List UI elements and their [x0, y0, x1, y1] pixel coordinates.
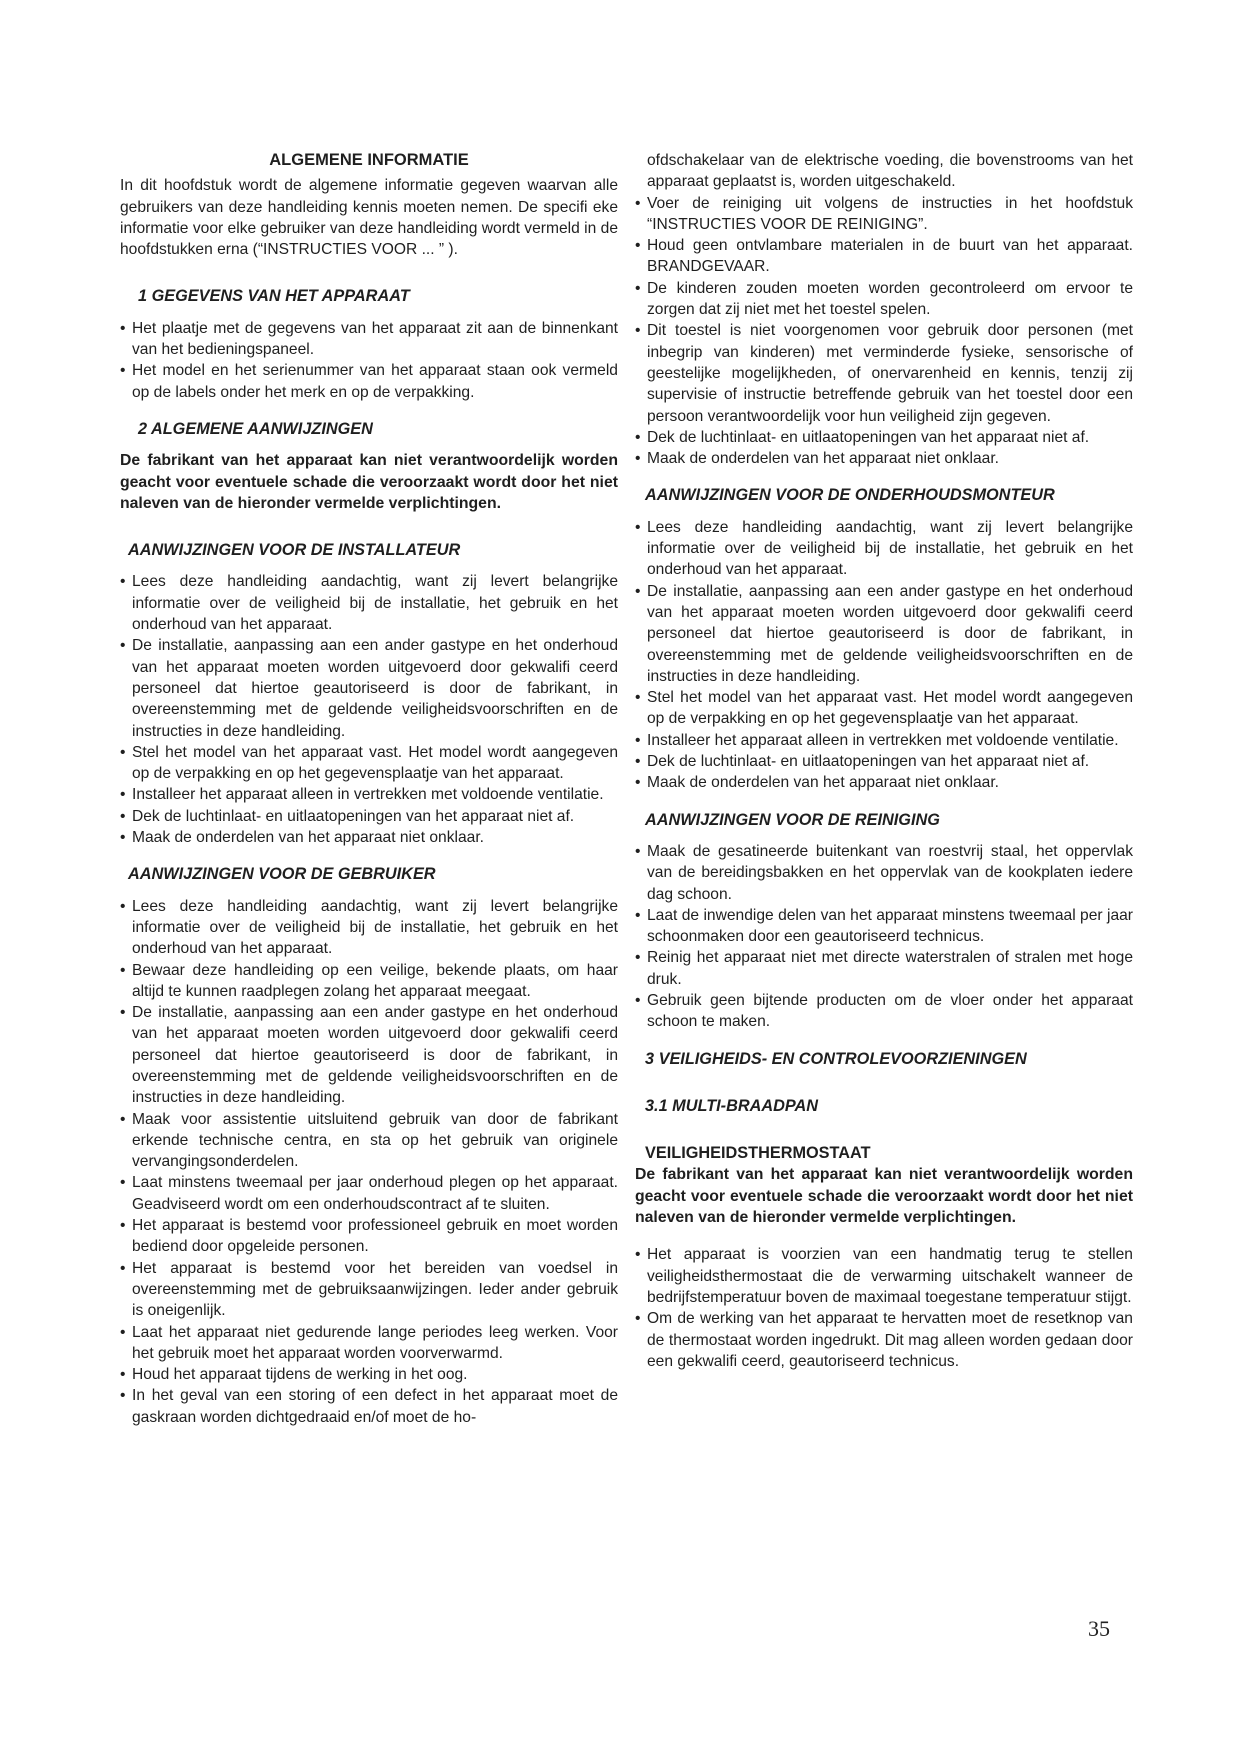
installer-list	[120, 571, 618, 848]
list-item: • Lees deze handleiding aandachtig, want zij levert belangrijke informatie over de veiligheid bij de installatie, het gebruik en het onderhoud van het apparaat.	[635, 517, 1133, 581]
list-item: • Lees deze handleiding aandachtig, want zij levert belangrijke informatie over de veiligheid bij de installatie, het gebruik en het onderhoud van het apparaat.	[120, 571, 618, 635]
general-info-title: ALGEMENE INFORMATIE	[269, 151, 469, 169]
cleaning-title: AANWIJZINGEN VOOR DE REINIGING	[645, 810, 940, 829]
list-item: • Laat het apparaat niet gedurende lange periodes leeg werken. Voor het gebruik moet het apparaat worden voorverwarmd.	[120, 1322, 618, 1365]
list-item: • De kinderen zouden moeten worden gecontroleerd om ervoor te zorgen dat zij niet met het toestel spelen.	[635, 278, 1133, 321]
list-item: • Voer de reiniging uit volgens de instructies in het hoofdstuk “INSTRUCTIES VOOR DE REINIGING”.	[635, 193, 1133, 236]
thermostat-warning: De fabrikant van het apparaat kan niet verantwoordelijk worden geacht voor eventuele schade die veroorzaakt wordt door het niet naleven van de hieronder vermelde verplichtingen.	[635, 1166, 1133, 1227]
user-list-continued	[635, 150, 1133, 469]
maintenance-list	[635, 517, 1133, 794]
section-3-1-title: 3.1 MULTI-BRAADPAN	[645, 1096, 819, 1115]
list-item: • Maak de gesatineerde buitenkant van roestvrij staal, het oppervlak van de bereidingsbakken en het oppervlak van de kookplaten iedere dag schoon.	[635, 841, 1133, 905]
section-1-list	[120, 318, 618, 403]
list-item: • Het apparaat is bestemd voor professioneel gebruik en moet worden bediend door opgeleide personen.	[120, 1215, 618, 1258]
section-1-title: 1 GEGEVENS VAN HET APPARAAT	[138, 287, 410, 306]
list-item: • De installatie, aanpassing aan een ander gastype en het onderhoud van het apparaat moeten worden uitgevoerd door gekwalifi ceerd personeel dat hiertoe geautoriseerd is door de fabrikant, in overeenstemming met de geldende veiligheidsvoorschriften en de instructies in deze handleiding.	[120, 1002, 618, 1108]
left-column	[120, 150, 618, 1428]
list-item: • Installeer het apparaat alleen in vertrekken met voldoende ventilatie.	[120, 784, 618, 805]
page-number: 35	[1088, 1616, 1110, 1641]
right-column	[635, 150, 1133, 1372]
list-item: • Dit toestel is niet voorgenomen voor gebruik door personen (met inbegrip van kinderen) met verminderde fysieke, sensorische of geestelijke mogelijkheden, of onervarenheid en kennis, tenzij zij supervisie of instructie betreffende gebruik van het toestel door een persoon verantwoordelijk voor hun veiligheid zijn gegeven.	[635, 320, 1133, 426]
user-title: AANWIJZINGEN VOOR DE GEBRUIKER	[128, 865, 436, 884]
list-item: • Dek de luchtinlaat- en uitlaatopeningen van het apparaat niet af.	[635, 751, 1133, 772]
list-item: • Gebruik geen bijtende producten om de vloer onder het apparaat schoon te maken.	[635, 990, 1133, 1033]
list-item: • Het model en het serienummer van het apparaat staan ook vermeld op de labels onder het merk en op de verpakking.	[120, 360, 618, 403]
list-item: • Houd het apparaat tijdens de werking in het oog.	[120, 1364, 618, 1385]
list-item: • Houd geen ontvlambare materialen in de buurt van het apparaat. BRANDGEVAAR.	[635, 235, 1133, 278]
list-item: • Dek de luchtinlaat- en uitlaatopeningen van het apparaat niet af.	[635, 427, 1133, 448]
list-item: • In het geval van een storing of een defect in het apparaat moet de gaskraan worden dichtgedraaid en/of moet de ho-	[120, 1385, 618, 1428]
list-item: • Maak de onderdelen van het apparaat niet onklaar.	[635, 772, 1133, 793]
maintenance-title: AANWIJZINGEN VOOR DE ONDERHOUDSMONTEUR	[645, 486, 1055, 505]
list-item: ofdschakelaar van de elektrische voeding, die bovenstrooms van het apparaat geplaatst is, worden uitgeschakeld.	[647, 152, 1133, 191]
list-item: • Stel het model van het apparaat vast. Het model wordt aangegeven op de verpakking en op het gegevensplaatje van het apparaat.	[635, 687, 1133, 730]
list-item: • Maak voor assistentie uitsluitend gebruik van door de fabrikant erkende technische centra, en sta op het gebruik van originele vervangingsonderdelen.	[120, 1109, 618, 1173]
list-item: • Installeer het apparaat alleen in vertrekken met voldoende ventilatie.	[635, 730, 1133, 751]
list-item: • Maak de onderdelen van het apparaat niet onklaar.	[120, 827, 618, 848]
list-item: • Het apparaat is voorzien van een handmatig terug te stellen veiligheidsthermostaat die de verwarming uitschakelt wanneer de bedrijfstemperatuur boven de maximaal toegestane temperatuur stijgt.	[635, 1244, 1133, 1308]
list-item: • Maak de onderdelen van het apparaat niet onklaar.	[635, 448, 1133, 469]
list-item: • Bewaar deze handleiding op een veilige, bekende plaats, om haar altijd te kunnen raadplegen zolang het apparaat meegaat.	[120, 960, 618, 1003]
thermostat-title: VEILIGHEIDSTHERMOSTAAT	[645, 1144, 871, 1163]
list-item: • Lees deze handleiding aandachtig, want zij levert belangrijke informatie over de veiligheid bij de installatie, het gebruik en het onderhoud van het apparaat.	[120, 896, 618, 960]
general-info-intro: In dit hoofdstuk wordt de algemene informatie gegeven waarvan alle gebruikers van deze handleiding kennis moeten nemen. De specifi eke informatie voor elke gebruiker van deze handleiding wordt vermeld in de hoofdstukken erna (“INSTRUCTIES VOOR ... ” ).	[120, 177, 618, 259]
list-item: • Om de werking van het apparaat te hervatten moet de resetknop van de thermostaat worden ingedrukt. Dit mag alleen worden gedaan door een gekwalifi ceerd, geautoriseerd technicus.	[635, 1308, 1133, 1372]
list-item: • Dek de luchtinlaat- en uitlaatopeningen van het apparaat niet af.	[120, 806, 618, 827]
list-item: • Laat minstens tweemaal per jaar onderhoud plegen op het apparaat. Geadviseerd wordt om een onderhoudscontract af te sluiten.	[120, 1172, 618, 1215]
section-2-title: 2 ALGEMENE AANWIJZINGEN	[138, 419, 373, 438]
list-item: • Reinig het apparaat niet met directe waterstralen of stralen met hoge druk.	[635, 947, 1133, 990]
section-3-title: 3 VEILIGHEIDS- EN CONTROLEVOORZIENINGEN	[645, 1049, 1027, 1068]
liability-warning: De fabrikant van het apparaat kan niet verantwoordelijk worden geacht voor eventuele schade die veroorzaakt wordt door het niet naleven van de hieronder vermelde verplichtingen.	[120, 452, 618, 512]
thermostat-list	[635, 1244, 1133, 1372]
list-item: • Het apparaat is bestemd voor het bereiden van voedsel in overeenstemming met de gebruiksaanwijzingen. Ieder ander gebruik is oneigenlijk.	[120, 1258, 618, 1322]
list-item: • De installatie, aanpassing aan een ander gastype en het onderhoud van het apparaat moeten worden uitgevoerd door gekwalifi ceerd personeel dat hiertoe geautoriseerd is door de fabrikant, in overeenstemming met de geldende veiligheidsvoorschriften en de instructies in deze handleiding.	[635, 581, 1133, 687]
user-list	[120, 896, 618, 1428]
installer-title: AANWIJZINGEN VOOR DE INSTALLATEUR	[128, 541, 461, 560]
list-item: • Het plaatje met de gegevens van het apparaat zit aan de binnenkant van het bedieningspaneel.	[120, 318, 618, 361]
list-item: • Stel het model van het apparaat vast. Het model wordt aangegeven op de verpakking en op het gegevensplaatje van het apparaat.	[120, 742, 618, 785]
list-item: • Laat de inwendige delen van het apparaat minstens tweemaal per jaar schoonmaken door een geautoriseerd technicus.	[635, 905, 1133, 948]
list-item: • De installatie, aanpassing aan een ander gastype en het onderhoud van het apparaat moeten worden uitgevoerd door gekwalifi ceerd personeel dat hiertoe geautoriseerd is door de fabrikant, in overeenstemming met de geldende veiligheidsvoorschriften en de instructies in deze handleiding.	[120, 635, 618, 741]
cleaning-list	[635, 841, 1133, 1033]
